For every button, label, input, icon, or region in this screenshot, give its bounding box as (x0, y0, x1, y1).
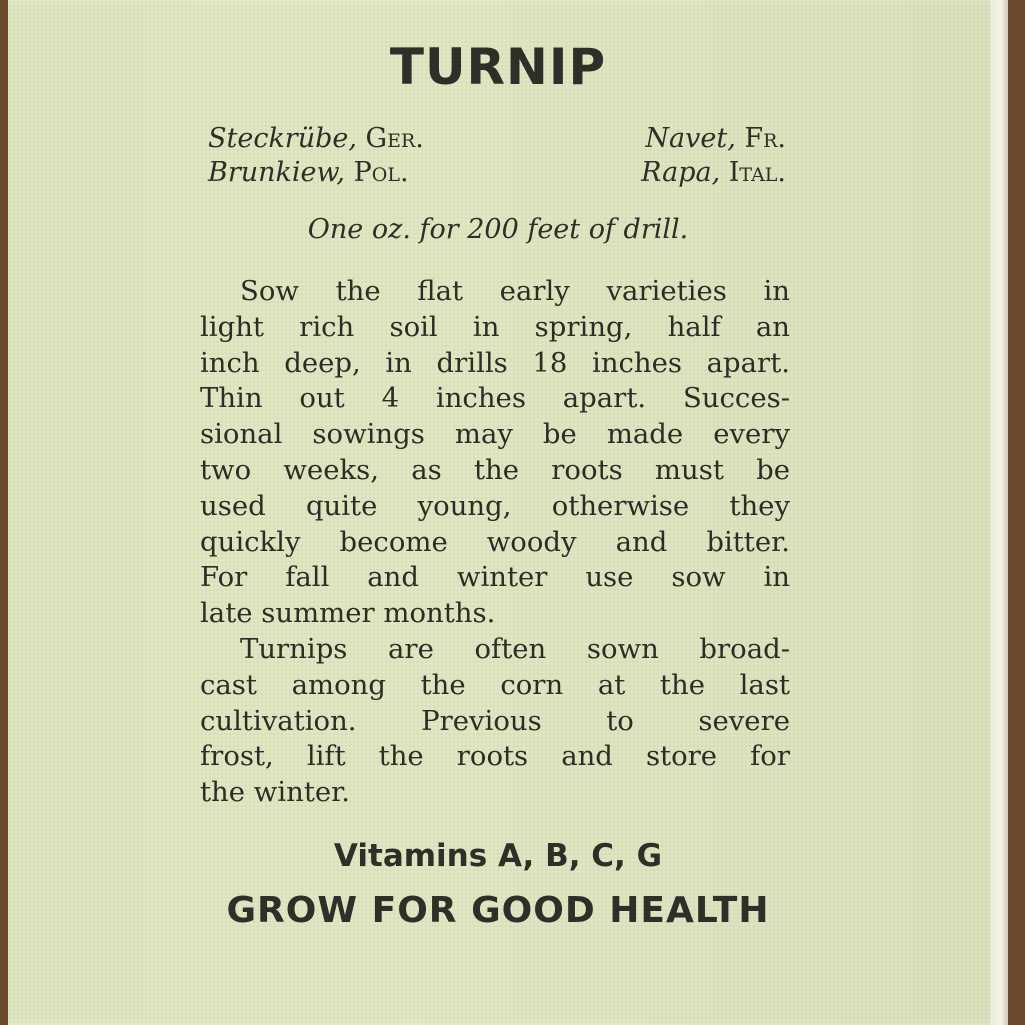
instruction-line: sional sowings may be made every (200, 418, 790, 451)
italian-lang: Ital. (728, 157, 786, 188)
instruction-line: Thin out 4 inches apart. Succes- (200, 382, 790, 415)
instruction-line: Turnips are often sown broad- (240, 632, 790, 665)
name-polish (208, 156, 409, 190)
card-edge (990, 0, 1008, 1025)
name-german (208, 122, 424, 156)
german-lang: Ger. (365, 123, 424, 154)
slogan: GROW FOR GOOD HEALTH (226, 890, 770, 931)
instruction-line: frost, lift the roots and store for (200, 740, 790, 773)
italian-word: Rapa, (641, 157, 721, 188)
instruction-line: inch deep, in drills 18 inches apart. (200, 346, 790, 379)
foreign-names-row-1 (208, 122, 786, 156)
vitamins-label: Vitamins A, B, C, G (333, 838, 663, 874)
polish-lang: Pol. (353, 157, 409, 188)
french-word: Navet, (645, 123, 736, 154)
instruction-line: cast among the corn at the last (200, 668, 790, 701)
instruction-line: Sow the flat early varieties in (240, 275, 790, 307)
instructions-text (200, 274, 790, 811)
foreign-names (208, 122, 786, 190)
instruction-line: cultivation. Previous to severe (200, 704, 790, 737)
instruction-line: For fall and winter use sow in (200, 561, 790, 594)
german-word: Steckrübe, (208, 123, 357, 154)
name-french (645, 122, 786, 156)
instruction-line: light rich soil in spring, half an (200, 310, 790, 343)
foreign-names-row-2 (208, 156, 786, 190)
polish-word: Brunkiew, (208, 157, 345, 188)
instruction-line: the winter. (200, 776, 351, 809)
seed-packet-card (8, 0, 1008, 1025)
instruction-line: quickly become woody and bitter. (200, 525, 790, 558)
name-italian (641, 156, 786, 190)
instruction-line: used quite young, otherwise they (200, 489, 790, 522)
instruction-line: two weeks, as the roots must be (200, 453, 790, 486)
instruction-line: late summer months. (200, 597, 496, 630)
french-lang: Fr. (744, 123, 786, 154)
sowing-rate: One oz. for 200 feet of drill. (307, 214, 689, 245)
page-title: TURNIP (389, 38, 607, 96)
